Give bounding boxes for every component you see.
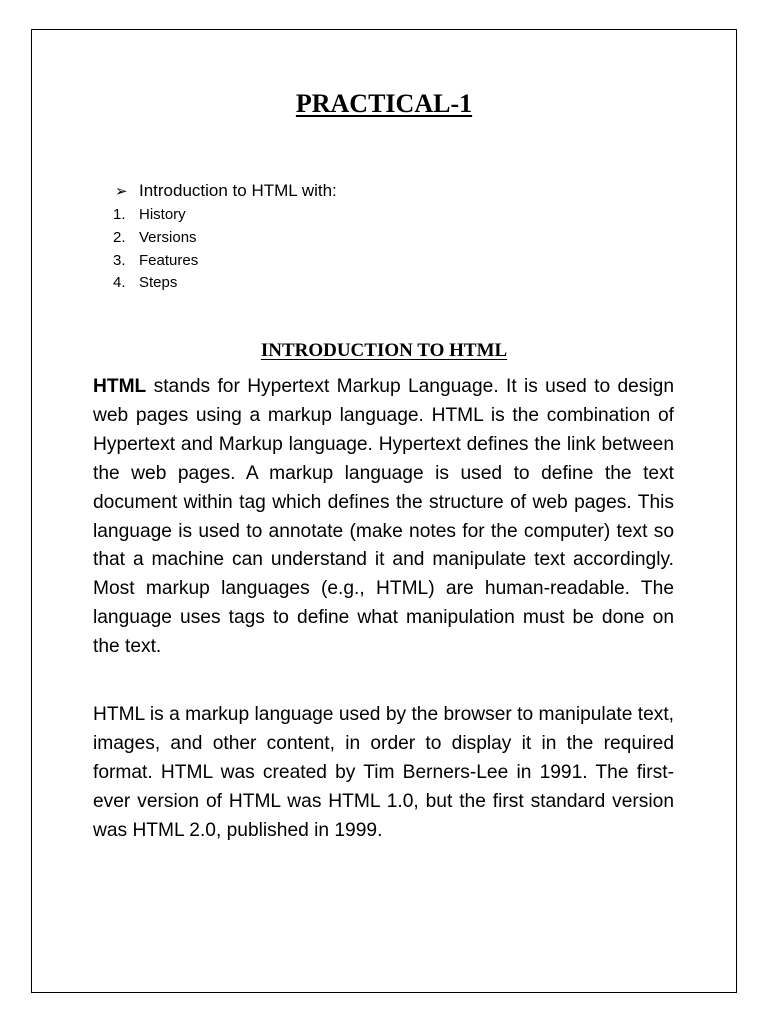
list-item-number: 3. [113, 251, 126, 269]
paragraph-intro-text: stands for Hypertext Markup Language. It is used to design web pages using a markup language. HTML is the combination of Hypertext and Markup language. Hypertext defines the link between the web pages. A markup language is used to define the text document within tag which defines the structure of web pages. This language is used to annotate (make notes for the computer) text so that a machine can understand it and manipulate text accordingly. Most markup languages (e.g., HTML) are human-readable. The language uses tags to define what manipulation must be done on the text. [93, 376, 674, 658]
list-item-number: 4. [113, 274, 126, 292]
list-item-number: 1. [113, 206, 126, 223]
list-item-label: Versions [139, 228, 197, 246]
list-item [113, 204, 198, 227]
section-heading-text: INTRODUCTION TO HTML [260, 340, 508, 361]
paragraph-history: HTML is a markup language used by the browser to manipulate text, images, and other content, in order to display it in the required format. HTML was created by Tim Berners-Lee in 1991. The first-ever version of HTML was HTML 1.0, but the first standard version was HTML 2.0, published in 1999. [93, 704, 674, 841]
paragraph-bold-lead: HTML [93, 376, 147, 397]
page-title [0, 87, 768, 121]
intro-bullet [115, 180, 337, 202]
list-item-label: Steps [139, 274, 178, 292]
list-item-label: History [139, 206, 186, 223]
list-item-label: Features [139, 251, 199, 269]
section-heading [0, 338, 768, 364]
page-title-text: PRACTICAL-1 [295, 89, 473, 118]
list-item [113, 250, 198, 273]
list-item-number: 2. [113, 228, 126, 246]
topics-list [113, 204, 198, 295]
paragraph-intro [93, 373, 674, 662]
list-item [113, 227, 198, 250]
intro-bullet-text: Introduction to HTML with: [139, 181, 337, 200]
arrow-bullet-icon: ➢ [115, 182, 128, 200]
list-item [113, 272, 198, 295]
